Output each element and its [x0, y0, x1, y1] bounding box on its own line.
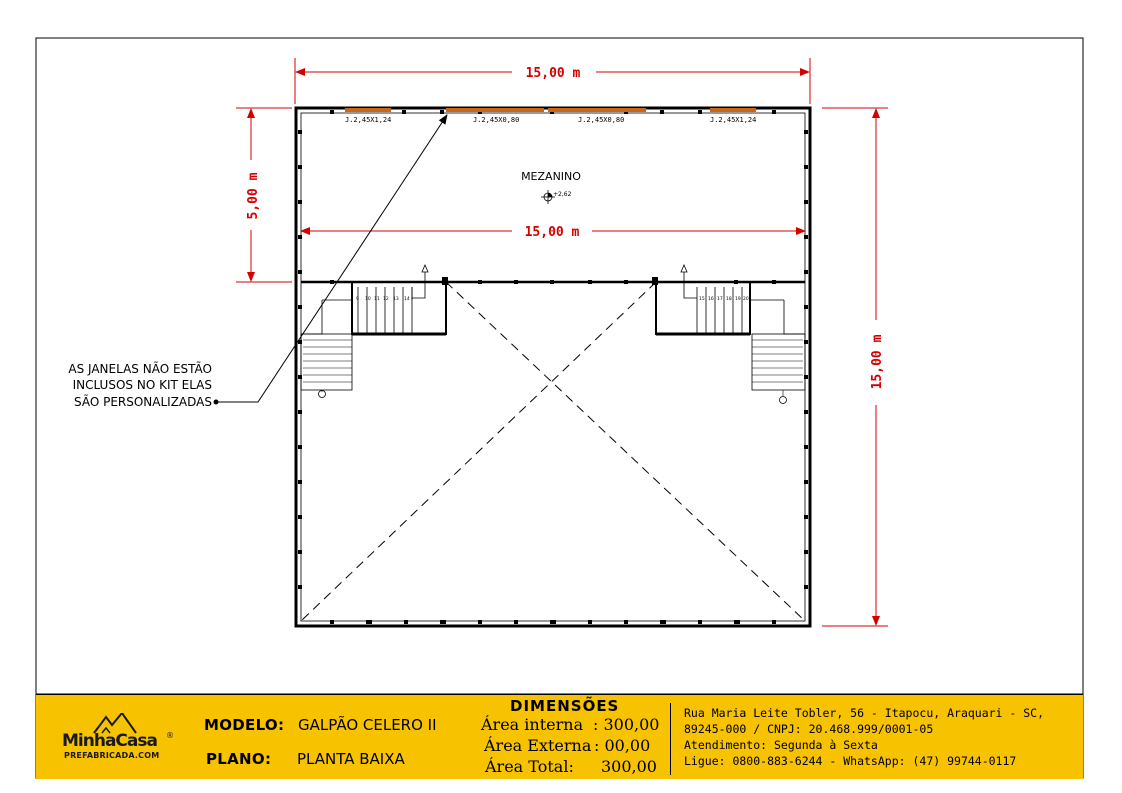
titleblock-divider	[670, 703, 671, 775]
stair-right-step: 19	[735, 297, 741, 302]
area-total-value: 300,00	[601, 757, 657, 776]
area-interna-label: Área interna	[481, 715, 584, 734]
plano-value: PLANTA BAIXA	[297, 750, 405, 768]
window-label-3: J.2,45X0,80	[578, 116, 625, 124]
stair-right-step: 18	[726, 297, 732, 302]
contact-line-address: Rua Maria Leite Tobler, 56 - Itapocu, Araquari - SC,	[684, 706, 1045, 720]
plano-label: PLANO:	[206, 750, 272, 768]
stair-right	[656, 272, 805, 404]
dimension-right-label: 15,00 m	[870, 334, 885, 390]
level-label: +2,62	[553, 191, 572, 198]
stair-right-step: 16	[708, 297, 714, 302]
dimension-lines	[236, 58, 888, 626]
note-line-3: SÃO PERSONALIZADAS	[73, 395, 212, 409]
stair-left-step: 14	[404, 297, 410, 302]
contact-line-cnpj: 89245-000 / CNPJ: 20.468.999/0001-05	[684, 722, 934, 736]
dimension-mezanino-depth-label: 5,00 m	[246, 172, 261, 220]
mezanino-label: MEZANINO	[521, 170, 581, 183]
stair-left-arrow-icon	[422, 265, 428, 272]
stair-left-step: 13	[393, 297, 399, 302]
stair-left-step: 12	[383, 297, 389, 302]
area-externa-value: : 00,00	[594, 736, 651, 755]
wall-columns	[298, 110, 808, 624]
stair-left-step: 9	[356, 297, 359, 302]
building-outline	[296, 108, 810, 626]
logo-subtitle: PREFABRICADA.COM	[64, 751, 160, 760]
window-label-1: J.2,45X1,24	[345, 116, 392, 124]
stair-right-step: 17	[717, 297, 723, 302]
stair-left-step: 11	[374, 297, 380, 302]
note-line-2: INCLUSOS NO KIT ELAS	[72, 378, 212, 392]
window-label-4: J.2,45X1,24	[710, 116, 757, 124]
stair-right-step: 20	[743, 297, 749, 302]
title-block	[36, 694, 1083, 779]
window-3	[548, 108, 646, 112]
stair-right-step: 15	[699, 297, 705, 302]
contact-line-phone: Ligue: 0800-883-6244 - WhatsApp: (47) 99744-0117	[684, 754, 1017, 768]
note-line-1: AS JANELAS NÃO ESTÃO	[68, 362, 212, 376]
area-externa-label: Área Externa	[484, 736, 592, 755]
modelo-label: MODELO:	[204, 716, 285, 734]
dimension-mezanino-width-label: 15,00 m	[524, 225, 580, 240]
window-1	[345, 108, 391, 112]
company-logo	[62, 713, 172, 763]
stair-right-arrow-icon	[681, 265, 687, 272]
modelo-value: GALPÃO CELERO II	[298, 716, 437, 734]
area-total-label: Área Total:	[485, 757, 574, 776]
window-4	[710, 108, 756, 112]
logo-registered: ®	[166, 731, 174, 740]
window-2	[446, 108, 544, 112]
dimensoes-title: DIMENSÕES	[510, 697, 620, 715]
window-label-2: J.2,45X0,80	[473, 116, 520, 124]
contact-info	[684, 705, 1044, 769]
area-interna-value: : 300,00	[593, 715, 660, 734]
contact-line-hours: Atendimento: Segunda à Sexta	[684, 738, 878, 752]
stair-left	[301, 272, 446, 398]
logo-text: MinhaCasa	[62, 731, 157, 751]
stair-left-step: 10	[365, 297, 371, 302]
dimension-top-label: 15,00 m	[525, 66, 581, 81]
